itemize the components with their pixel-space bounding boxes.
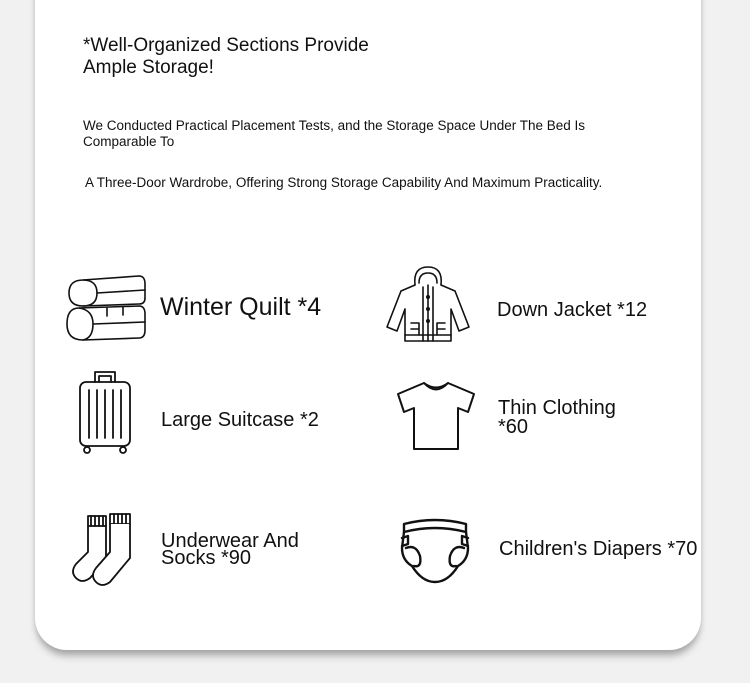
item-label: Down Jacket *12	[497, 299, 648, 321]
folded-quilt-icon	[63, 272, 147, 344]
suitcase-icon	[77, 370, 133, 454]
t-shirt-icon	[394, 380, 478, 452]
description-paragraph: We Conducted Practical Placement Tests, and the Storage Space Under The Bed Is Comparable To	[83, 118, 586, 149]
item-label: Winter Quilt *4	[160, 293, 322, 321]
item-label: Underwear And Socks *90	[161, 530, 299, 569]
item-label: Children's Diapers *70	[499, 538, 698, 560]
item-label: Thin Clothing *60	[498, 397, 616, 438]
down-jacket-icon	[383, 265, 473, 343]
socks-icon	[70, 512, 134, 586]
headline: *Well-Organized Sections Provide Ample Storage!	[83, 35, 369, 78]
description-paragraph-continued: A Three-Door Wardrobe, Offering Strong Storage Capability And Maximum Practicality.	[85, 175, 603, 190]
item-label: Large Suitcase *2	[161, 409, 319, 431]
diaper-icon	[398, 518, 472, 586]
